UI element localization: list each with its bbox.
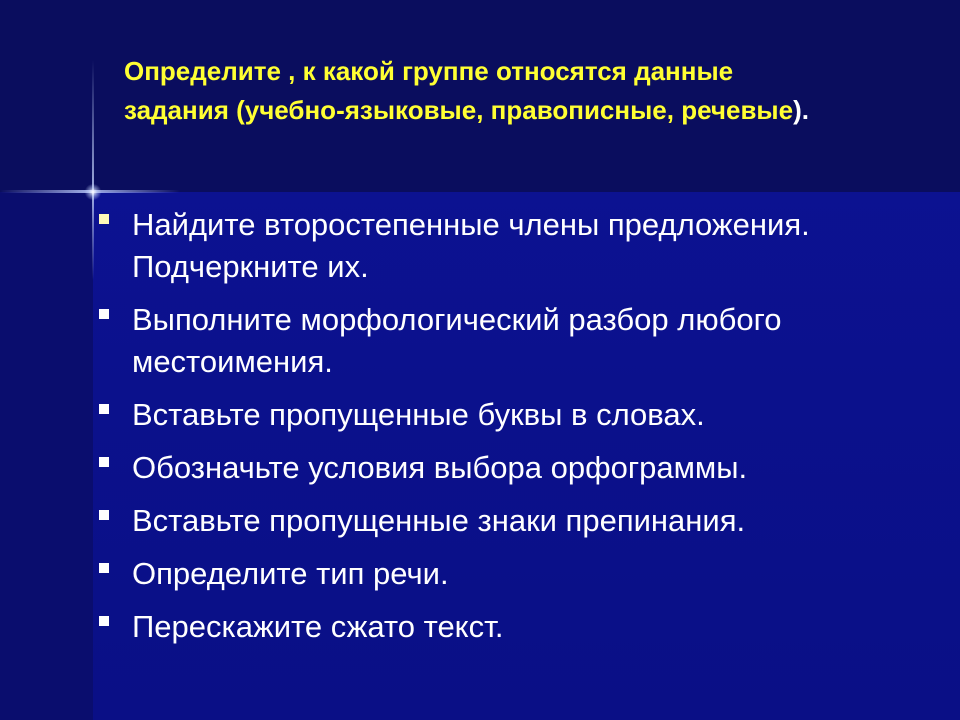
list-item [96,394,916,436]
list-item [96,204,916,288]
slide-title-tail: ). [793,95,809,125]
slide-title [124,52,824,130]
list-item [96,553,916,595]
left-panel [0,192,93,720]
square-bullet-icon [99,616,109,626]
task-list [96,204,916,659]
list-item-text: Обозначьте условия выбора орфограммы. [132,450,748,485]
light-flare-icon [84,184,102,200]
list-item-text: Вставьте пропущенные буквы в словах. [132,397,705,432]
list-item-text: Найдите второстепенные члены предложения. Подчеркните их. [132,207,810,284]
square-bullet-icon [99,309,109,319]
list-item [96,299,916,383]
square-bullet-icon [99,510,109,520]
square-bullet-icon [99,214,109,224]
square-bullet-icon [99,563,109,573]
list-item-text: Перескажите сжато текст. [132,609,504,644]
list-item [96,500,916,542]
list-item [96,606,916,648]
list-item-text: Определите тип речи. [132,556,449,591]
square-bullet-icon [99,457,109,467]
light-flare-vertical [92,60,94,280]
list-item [96,447,916,489]
slide-title-main: Определите , к какой группе относятся данные задания (учебно-языковые, правописные, речевые [124,56,794,125]
list-item-text: Выполните морфологический разбор любого местоимения. [132,302,782,379]
square-bullet-icon [99,404,109,414]
list-item-text: Вставьте пропущенные знаки препинания. [132,503,746,538]
